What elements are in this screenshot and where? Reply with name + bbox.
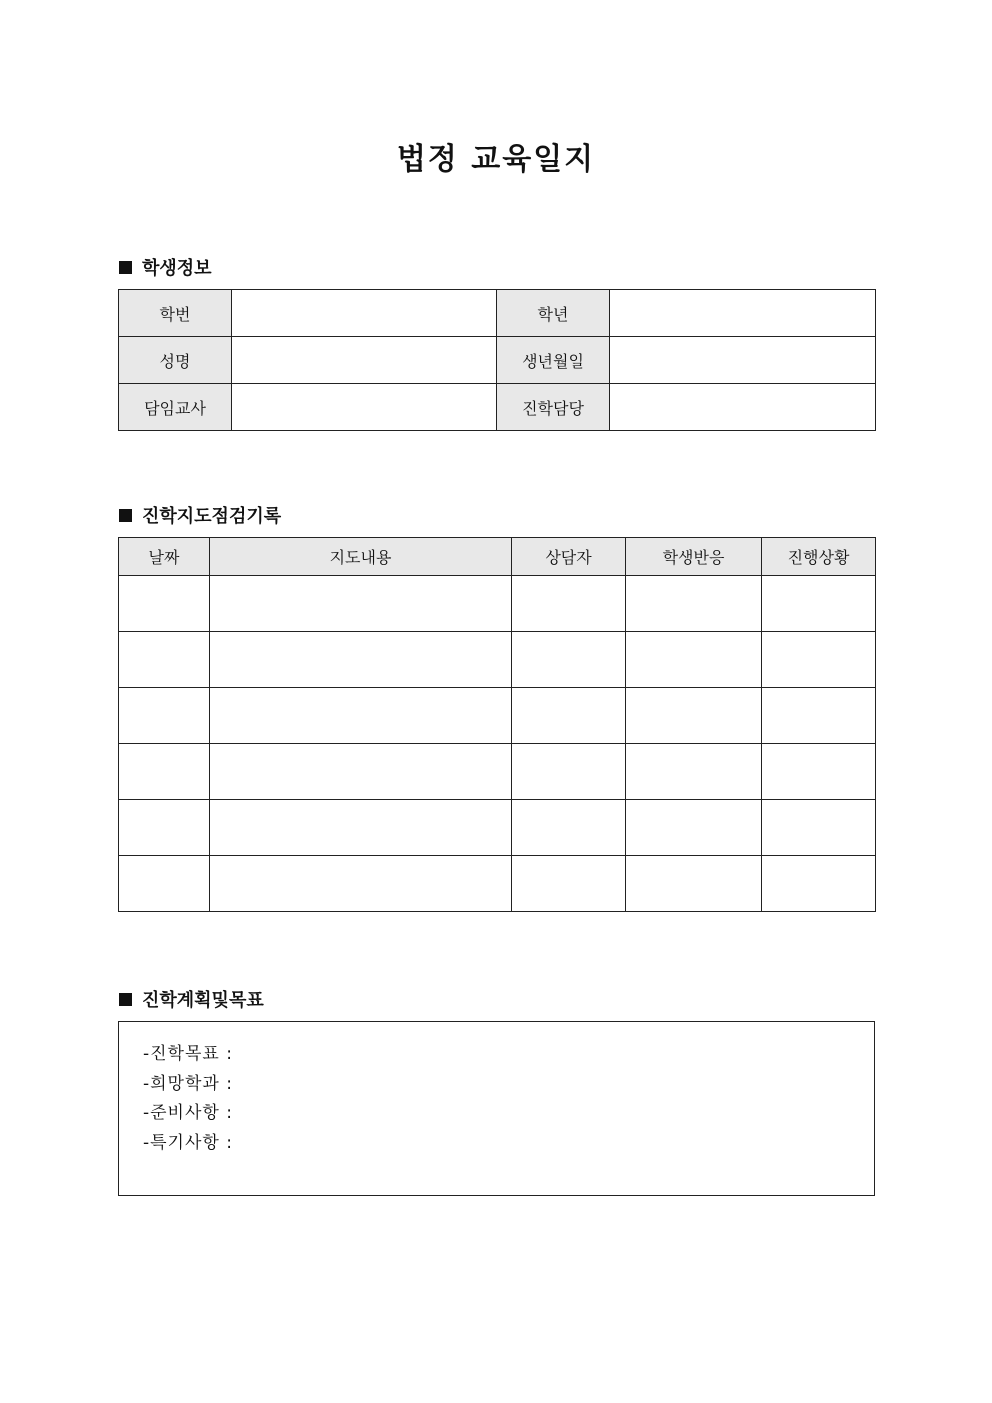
table-row	[119, 290, 876, 337]
date-cell[interactable]	[119, 800, 210, 856]
content-cell[interactable]	[210, 856, 512, 912]
counselor-cell[interactable]	[512, 856, 626, 912]
column-header-progress: 진행상황	[762, 538, 876, 576]
date-cell[interactable]	[119, 632, 210, 688]
birthdate-field[interactable]	[610, 337, 876, 384]
homeroom-teacher-field[interactable]	[232, 384, 497, 431]
grade-label: 학년	[497, 290, 610, 337]
response-cell[interactable]	[626, 576, 762, 632]
name-field[interactable]	[232, 337, 497, 384]
table-row	[119, 688, 876, 744]
admissions-advisor-field[interactable]	[610, 384, 876, 431]
date-cell[interactable]	[119, 856, 210, 912]
table-row	[119, 744, 876, 800]
table-header-row	[119, 538, 876, 576]
progress-cell[interactable]	[762, 744, 876, 800]
guidance-record-heading	[119, 502, 281, 528]
student-info-heading-text: 학생정보	[142, 258, 212, 279]
response-cell[interactable]	[626, 800, 762, 856]
plan-heading	[119, 986, 264, 1012]
square-bullet-icon	[119, 261, 132, 274]
plan-line-admission-goal: -진학목표 :	[143, 1044, 233, 1064]
content-cell[interactable]	[210, 744, 512, 800]
student-id-label: 학번	[119, 290, 232, 337]
progress-cell[interactable]	[762, 632, 876, 688]
student-info-heading	[119, 254, 212, 280]
column-header-counselor: 상담자	[512, 538, 626, 576]
response-cell[interactable]	[626, 856, 762, 912]
square-bullet-icon	[119, 993, 132, 1006]
guidance-record-heading-text: 진학지도점검기록	[142, 506, 282, 527]
plan-line-special-notes: -특기사항 :	[143, 1132, 233, 1153]
counselor-cell[interactable]	[512, 576, 626, 632]
table-row	[119, 337, 876, 384]
content-cell[interactable]	[210, 688, 512, 744]
table-row	[119, 800, 876, 856]
response-cell[interactable]	[626, 688, 762, 744]
plan-lines	[143, 1040, 233, 1158]
progress-cell[interactable]	[762, 576, 876, 632]
column-header-date: 날짜	[119, 538, 210, 576]
guidance-record-table	[118, 537, 876, 912]
table-row	[119, 576, 876, 632]
counselor-cell[interactable]	[512, 632, 626, 688]
counselor-cell[interactable]	[512, 688, 626, 744]
page-title: 법정 교육일지	[396, 142, 596, 177]
table-row	[119, 856, 876, 912]
content-cell[interactable]	[210, 632, 512, 688]
content-cell[interactable]	[210, 576, 512, 632]
counselor-cell[interactable]	[512, 800, 626, 856]
progress-cell[interactable]	[762, 688, 876, 744]
response-cell[interactable]	[626, 744, 762, 800]
grade-field[interactable]	[610, 290, 876, 337]
column-header-content: 지도내용	[210, 538, 512, 576]
response-cell[interactable]	[626, 632, 762, 688]
progress-cell[interactable]	[762, 856, 876, 912]
table-row	[119, 632, 876, 688]
homeroom-teacher-label: 담임교사	[119, 384, 232, 431]
date-cell[interactable]	[119, 744, 210, 800]
counselor-cell[interactable]	[512, 744, 626, 800]
date-cell[interactable]	[119, 576, 210, 632]
student-id-field[interactable]	[232, 290, 497, 337]
square-bullet-icon	[119, 509, 132, 522]
progress-cell[interactable]	[762, 800, 876, 856]
plan-box[interactable]	[118, 1021, 875, 1196]
content-cell[interactable]	[210, 800, 512, 856]
admissions-advisor-label: 진학담당	[497, 384, 610, 431]
birthdate-label: 생년월일	[497, 337, 610, 384]
plan-line-desired-major: -희망학과 :	[143, 1073, 233, 1094]
plan-heading-text: 진학계획및목표	[142, 990, 264, 1011]
student-info-table	[118, 289, 876, 431]
name-label: 성명	[119, 337, 232, 384]
date-cell[interactable]	[119, 688, 210, 744]
plan-line-preparation: -준비사항 :	[143, 1103, 233, 1123]
table-row	[119, 384, 876, 431]
column-header-student-response: 학생반응	[626, 538, 762, 576]
